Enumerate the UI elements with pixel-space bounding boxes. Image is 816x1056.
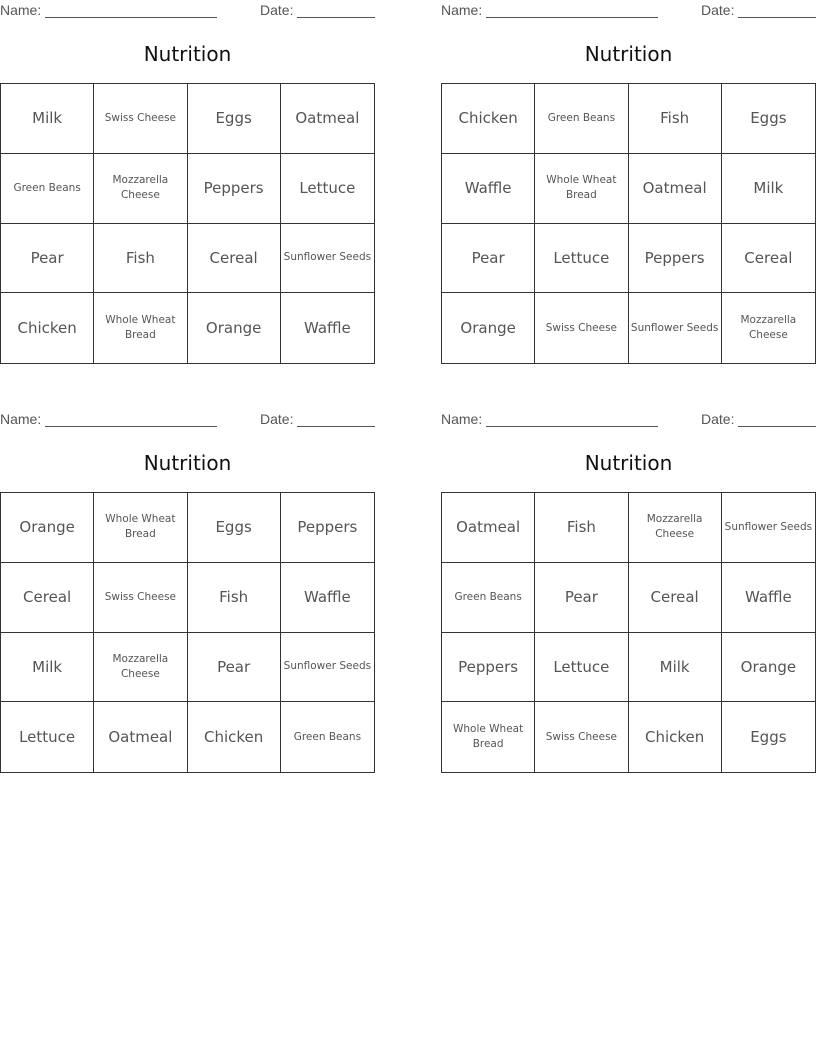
grid-cell: Milk [1,633,94,703]
card-header [0,2,375,20]
grid-cell: Mozzarella Cheese [94,633,187,703]
grid-cell: Mozzarella Cheese [629,493,722,563]
grid-cell: Swiss Cheese [535,293,628,363]
grid-cell: Peppers [281,493,374,563]
grid-cell: Peppers [188,154,281,224]
grid-cell: Eggs [722,84,815,154]
grid-cell: Oatmeal [442,493,535,563]
bingo-grid [0,83,375,364]
grid-cell: Lettuce [535,224,628,294]
grid-cell: Whole Wheat Bread [535,154,628,224]
grid-cell: Whole Wheat Bread [94,493,187,563]
grid-cell: Whole Wheat Bread [442,702,535,772]
grid-cell: Lettuce [281,154,374,224]
grid-cell: Cereal [188,224,281,294]
grid-cell: Waffle [442,154,535,224]
name-blank [486,17,658,18]
grid-cell: Orange [188,293,281,363]
grid-cell: Milk [629,633,722,703]
grid-cell: Sunflower Seeds [281,633,374,703]
name-label: Name: [441,2,483,18]
date-blank [297,17,375,18]
date-blank [738,17,816,18]
grid-cell: Milk [1,84,94,154]
grid-cell: Eggs [188,84,281,154]
grid-cell: Pear [442,224,535,294]
name-label: Name: [0,2,42,18]
card-title: Nutrition [143,451,232,475]
name-blank [45,426,217,427]
name-blank [486,426,658,427]
grid-cell: Sunflower Seeds [281,224,374,294]
grid-cell: Waffle [303,319,351,338]
grid-cell: Orange [722,633,815,703]
grid-cell: Fish [188,563,281,633]
card-header [441,2,816,20]
card-title: Nutrition [143,42,232,66]
grid-cell: Pear [188,633,281,703]
grid-cell: Chicken [188,702,281,772]
card-title: Nutrition [584,42,673,66]
grid-cell: Fish [535,493,628,563]
grid-cell: Pear [535,563,628,633]
grid-cell: Green Beans [1,154,94,224]
date-blank [738,426,816,427]
bingo-card-1 [0,0,375,365]
bingo-card-2 [441,0,816,365]
grid-cell: Mozzarella Cheese [740,314,797,342]
grid-cell: Chicken [1,293,94,363]
grid-cell: Cereal [722,224,815,294]
grid-cell: Pear [1,224,94,294]
grid-cell: Chicken [629,702,722,772]
grid-cell: Green Beans [535,84,628,154]
grid-cell: Green Beans [442,563,535,633]
grid-cell: Orange [1,493,94,563]
grid-cell: Swiss Cheese [94,84,187,154]
grid-cell: Oatmeal [94,702,187,772]
grid-cell: Waffle [722,563,815,633]
date-label: Date: [701,2,735,18]
grid-cell: Waffle [281,563,374,633]
bingo-card-3 [0,409,375,774]
grid-cell: Peppers [442,633,535,703]
grid-cell: Orange [442,293,535,363]
grid-cell: Fish [629,84,722,154]
grid-cell: Eggs [750,728,787,747]
grid-cell: Swiss Cheese [94,563,187,633]
grid-cell: Whole Wheat Bread [94,293,187,363]
grid-cell: Sunflower Seeds [629,293,722,363]
name-label: Name: [0,411,42,427]
card-title: Nutrition [584,451,673,475]
bingo-grid [0,492,375,773]
grid-cell: Oatmeal [629,154,722,224]
grid-cell: Peppers [629,224,722,294]
card-header [441,411,816,429]
grid-cell: Sunflower Seeds [722,493,815,563]
grid-cell: Mozzarella Cheese [94,154,187,224]
grid-cell: Milk [722,154,815,224]
bingo-grid [441,492,816,773]
grid-cell: Lettuce [535,633,628,703]
grid-cell: Cereal [1,563,94,633]
grid-cell: Oatmeal [281,84,374,154]
card-header [0,411,375,429]
grid-cell: Lettuce [1,702,94,772]
grid-cell: Fish [94,224,187,294]
name-blank [45,17,217,18]
grid-cell: Cereal [629,563,722,633]
grid-cell: Green Beans [293,730,362,743]
date-label: Date: [260,411,294,427]
bingo-grid [441,83,816,364]
bingo-card-4 [441,409,816,774]
grid-cell: Eggs [188,493,281,563]
date-label: Date: [701,411,735,427]
grid-cell: Swiss Cheese [535,702,628,772]
grid-cell: Chicken [442,84,535,154]
name-label: Name: [441,411,483,427]
date-label: Date: [260,2,294,18]
date-blank [297,426,375,427]
